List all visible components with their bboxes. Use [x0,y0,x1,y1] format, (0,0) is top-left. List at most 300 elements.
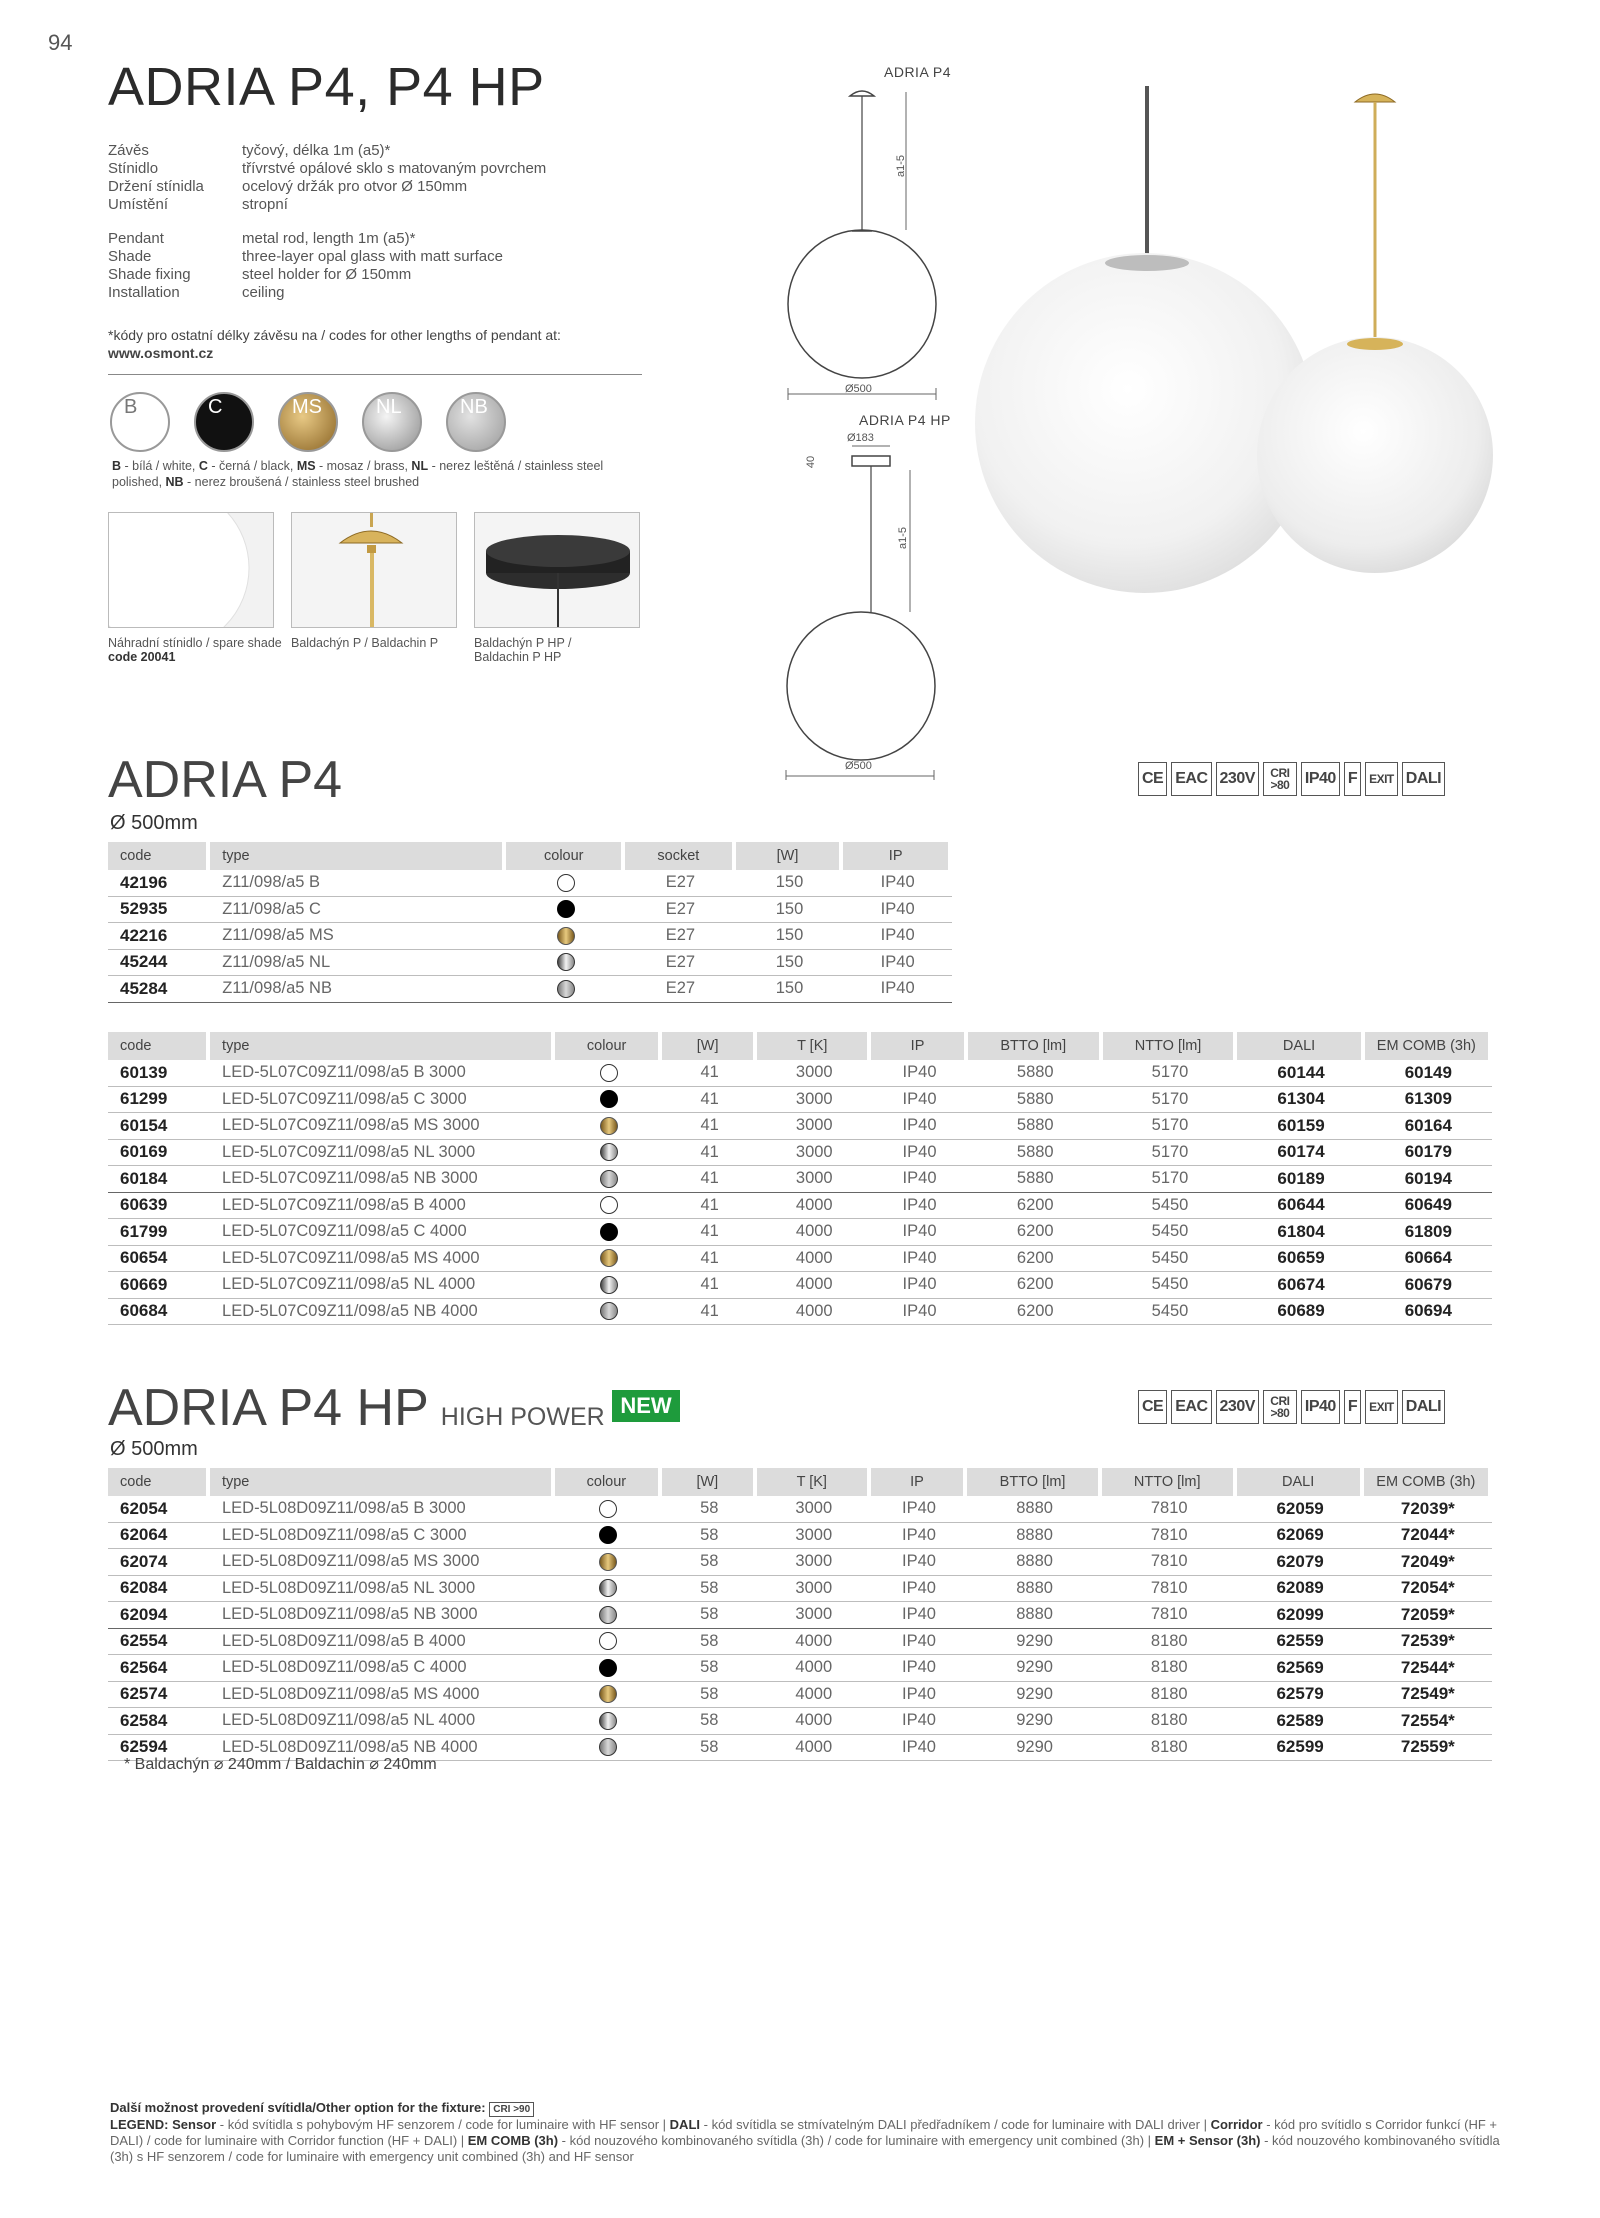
cell-ntto: 8180 [1102,1655,1237,1682]
cell-btto: 5880 [968,1087,1103,1114]
cell-btto: 9290 [967,1682,1102,1709]
cell-btto: 6200 [968,1272,1103,1299]
cell-type: Z11/098/a5 NL [210,950,506,977]
cell-t: 4000 [757,1682,871,1709]
cell-socket: E27 [625,923,736,950]
legend-term: EM + Sensor (3h) [1154,2133,1261,2148]
dali-icon: DALI [1402,1390,1445,1424]
colour-swatches [110,392,506,452]
cell-type: LED-5L08D09Z11/098/a5 B 4000 [210,1629,555,1656]
cell-type: LED-5L07C09Z11/098/a5 MS 4000 [210,1246,555,1273]
table-row [108,1060,1492,1087]
cell-t: 3000 [757,1113,871,1140]
cell-socket: E27 [625,897,736,924]
cell-em: 72044* [1364,1523,1492,1550]
spec-value: třívrstvé opálové sklo s matovaným povrchem [242,160,547,177]
cell-code: 61299 [108,1087,210,1114]
cell-dali: 62079 [1237,1549,1364,1576]
page-number: 94 [48,30,73,55]
cell-socket: E27 [625,976,736,1003]
spec-value: ceiling [242,284,285,301]
cell-type: Z11/098/a5 MS [210,923,506,950]
cell-code: 62554 [108,1629,210,1656]
cell-type: Z11/098/a5 C [210,897,506,924]
table-p4-sockets [108,842,952,1003]
dim-d500-p4: Ø500 [845,383,872,395]
legend-text: - mosaz / brass, [315,459,412,473]
cell-w: 41 [662,1299,757,1326]
cell-em: 60664 [1365,1246,1492,1273]
cell-em: 61309 [1365,1087,1492,1114]
cell-colour [555,1735,662,1762]
ip-icon: IP40 [1301,1390,1340,1424]
cell-dali: 62589 [1237,1708,1364,1735]
cell-ip: IP40 [871,1113,968,1140]
colour-dot-icon [599,1553,617,1571]
cell-dali: 61304 [1237,1087,1364,1114]
cell-w: 41 [662,1140,757,1167]
cell-ip: IP40 [871,1166,968,1193]
cell-dali: 62559 [1237,1629,1364,1656]
table-header-row [108,1032,1492,1060]
cell-em: 72049* [1364,1549,1492,1576]
column-header: type [210,1032,555,1060]
colour-dot-icon [600,1223,618,1241]
drawing-p4 [760,82,960,402]
cell-dali: 61804 [1237,1219,1364,1246]
cell-btto: 5880 [968,1166,1103,1193]
column-header: code [108,1032,210,1060]
cell-w: 41 [662,1246,757,1273]
cell-t: 3000 [757,1549,871,1576]
legend-text: - nerez leštěná / stainless steel polished, [112,459,604,489]
cell-code: 45284 [108,976,210,1003]
cell-t: 3000 [757,1087,871,1114]
cell-code: 62054 [108,1496,210,1523]
cell-colour [555,1193,662,1220]
cell-em: 61809 [1365,1219,1492,1246]
spec-value: stropní [242,196,288,213]
colour-dot-icon [600,1090,618,1108]
cell-colour [506,923,625,950]
cell-w: 41 [662,1193,757,1220]
cell-dali: 60174 [1237,1140,1364,1167]
cell-ip: IP40 [871,1523,968,1550]
cell-socket: E27 [625,870,736,897]
cell-ip: IP40 [871,1060,968,1087]
spec-key: Shade [108,248,152,265]
cell-colour [555,1682,662,1709]
spec-value: ocelový držák pro otvor Ø 150mm [242,178,468,195]
cell-ntto: 5450 [1103,1219,1238,1246]
cell-dali: 62599 [1237,1735,1364,1762]
cell-colour [555,1523,662,1550]
cell-colour [506,976,625,1003]
website-link[interactable]: www.osmont.cz [108,345,214,361]
legend-code: MS [296,459,316,473]
cell-colour [555,1087,662,1114]
colour-legend [112,458,652,490]
cell-w: 58 [662,1496,757,1523]
table-row [108,1219,1492,1246]
cell-ip: IP40 [871,1140,968,1167]
cell-btto: 8880 [967,1523,1102,1550]
cell-em: 60679 [1365,1272,1492,1299]
column-header: [W] [662,1468,757,1496]
cell-type: LED-5L08D09Z11/098/a5 C 3000 [210,1523,555,1550]
cell-t: 3000 [757,1602,871,1629]
cell-w: 58 [662,1629,757,1656]
cell-type: LED-5L07C09Z11/098/a5 B 3000 [210,1060,555,1087]
drawing-label-p4hp: ADRIA P4 HP [859,412,951,428]
cell-ntto: 5170 [1103,1166,1238,1193]
cell-type: LED-5L08D09Z11/098/a5 NL 3000 [210,1576,555,1603]
cell-type: LED-5L07C09Z11/098/a5 NL 3000 [210,1140,555,1167]
column-header: NTTO [lm] [1103,1032,1238,1060]
table-row [108,1523,1492,1550]
section-subtitle-p4hp: HIGH POWER [440,1403,605,1431]
f-mark-icon: F [1344,762,1361,796]
colour-dot-icon [557,927,575,945]
cell-dali: 62099 [1237,1602,1364,1629]
cell-dali: 60644 [1237,1193,1364,1220]
cell-dali: 60674 [1237,1272,1364,1299]
table-header-row [108,1468,1492,1496]
spec-list-cz [108,142,546,214]
product-photo [975,80,1500,600]
cell-em: 72054* [1364,1576,1492,1603]
legend-desc: - kód svítidla se stmívatelným DALI předřadníkem / code for luminaire with DALI driver | [700,2117,1211,2132]
cell-t: 4000 [757,1219,871,1246]
table-row [108,1602,1492,1629]
cell-ip: IP40 [871,1708,968,1735]
cell-btto: 9290 [967,1655,1102,1682]
cell-colour [555,1629,662,1656]
emergency-exit-icon: EXIT [1365,1390,1398,1424]
cell-colour [555,1272,662,1299]
cell-ntto: 5170 [1103,1113,1238,1140]
cell-btto: 6200 [968,1219,1103,1246]
dim-d500-p4hp: Ø500 [845,760,872,772]
cell-w: 150 [736,976,844,1003]
cell-ntto: 5450 [1103,1193,1238,1220]
cell-code: 42216 [108,923,210,950]
cell-code: 60169 [108,1140,210,1167]
cell-code: 62574 [108,1682,210,1709]
cell-btto: 9290 [967,1629,1102,1656]
cell-w: 58 [662,1576,757,1603]
eac-icon: EAC [1171,1390,1211,1424]
cell-ntto: 8180 [1102,1735,1237,1762]
cell-code: 45244 [108,950,210,977]
colour-dot-icon [599,1632,617,1650]
column-header: colour [506,842,625,870]
cell-ip: IP40 [871,1219,968,1246]
legend-code: NL [411,459,429,473]
cell-colour [555,1496,662,1523]
cell-colour [555,1166,662,1193]
cell-ntto: 5450 [1103,1299,1238,1326]
cell-ip: IP40 [843,976,952,1003]
cell-w: 58 [662,1655,757,1682]
caption-code: code 20041 [108,650,176,664]
cell-em: 72559* [1364,1735,1492,1762]
swatch-steel-polished: NL [362,392,422,452]
column-header: [W] [736,842,844,870]
eac-icon: EAC [1171,762,1211,796]
swatch-steel-brushed: NB [446,392,506,452]
cell-btto: 8880 [967,1549,1102,1576]
cell-btto: 9290 [967,1708,1102,1735]
colour-dot-icon [600,1117,618,1135]
swatch-brass: MS [278,392,338,452]
cell-ip: IP40 [871,1629,968,1656]
legend-code: C [198,459,208,473]
column-header: NTTO [lm] [1102,1468,1237,1496]
cell-colour [555,1602,662,1629]
column-header: EM COMB (3h) [1365,1032,1492,1060]
colour-dot-icon [599,1712,617,1730]
drawing-label-p4: ADRIA P4 [884,64,952,80]
column-header: code [108,842,210,870]
cell-ip: IP40 [843,870,952,897]
cell-code: 60139 [108,1060,210,1087]
table-row [108,1113,1492,1140]
table-p4hp-led [108,1468,1492,1761]
cell-btto: 6200 [968,1193,1103,1220]
baldachin-p-image [291,512,457,628]
cell-colour [555,1549,662,1576]
section-title-p4: ADRIA P4 [108,751,343,809]
legend-code: B [112,459,122,473]
column-header: socket [625,842,736,870]
cell-code: 62564 [108,1655,210,1682]
voltage-icon: 230V [1216,762,1259,796]
cell-code: 62074 [108,1549,210,1576]
ce-icon: CE [1138,1390,1167,1424]
f-mark-icon: F [1344,1390,1361,1424]
legend-code: NB [165,475,184,489]
cell-em: 60164 [1365,1113,1492,1140]
legend-text: - černá / black, [207,459,297,473]
spec-key: Držení stínidla [108,178,204,195]
cell-code: 60154 [108,1113,210,1140]
spec-key: Shade fixing [108,266,191,283]
cell-ntto: 5450 [1103,1272,1238,1299]
column-header: colour [555,1468,662,1496]
legend-desc: - kód nouzového kombinovaného svítidla (3h) / code for luminaire with emergency unit combined (3h) | [558,2133,1155,2148]
footnote: * Baldachýn ⌀ 240mm / Baldachin ⌀ 240mm [124,1756,437,1773]
table-row [108,897,952,924]
cell-code: 61799 [108,1219,210,1246]
cell-ip: IP40 [871,1087,968,1114]
table-row [108,923,952,950]
table-row [108,1655,1492,1682]
cell-type: LED-5L07C09Z11/098/a5 C 4000 [210,1219,555,1246]
spec-row [108,266,546,284]
cell-code: 60184 [108,1166,210,1193]
cell-type: LED-5L07C09Z11/098/a5 C 3000 [210,1087,555,1114]
cell-ntto: 5170 [1103,1087,1238,1114]
section-header-p4hp [108,1378,605,1438]
table-row [108,950,952,977]
cert-icons-p4hp [1138,1390,1445,1424]
table-row [108,1140,1492,1167]
colour-dot-icon [557,953,575,971]
cell-w: 41 [662,1219,757,1246]
spec-value: three-layer opal glass with matt surface [242,248,503,265]
cell-dali: 62569 [1237,1655,1364,1682]
cell-btto: 6200 [968,1299,1103,1326]
cell-btto: 8880 [967,1576,1102,1603]
cri-icon: CRI >80 [1263,762,1297,796]
dim-40: 40 [805,455,818,469]
cell-colour [555,1246,662,1273]
voltage-icon: 230V [1216,1390,1259,1424]
legend-text: - bílá / white, [121,459,199,473]
legend-term: LEGEND: Sensor [110,2117,217,2132]
cell-t: 3000 [757,1496,871,1523]
cell-em: 60649 [1365,1193,1492,1220]
cell-w: 150 [736,950,844,977]
cell-em: 72539* [1364,1629,1492,1656]
column-header: type [210,1468,555,1496]
column-header: colour [555,1032,662,1060]
spec-row [108,160,546,178]
spec-key: Umístění [108,196,169,213]
cell-t: 4000 [757,1735,871,1762]
cell-ip: IP40 [843,897,952,924]
spare-shade-caption [108,636,288,664]
colour-dot-icon [599,1738,617,1756]
cell-w: 41 [662,1272,757,1299]
cell-t: 3000 [757,1576,871,1603]
cell-w: 58 [662,1682,757,1709]
colour-dot-icon [557,900,575,918]
baldachin-p-hp-image [474,512,640,628]
cri90-icon: CRI >90 [489,2102,534,2117]
dim-a15-p4: a1-5 [895,154,908,178]
column-header: [W] [662,1032,757,1060]
column-header: IP [871,1032,968,1060]
pendant-note [108,326,648,362]
swatch-white: B [110,392,170,452]
section-diameter-p4hp: Ø 500mm [110,1438,198,1460]
cell-type: LED-5L07C09Z11/098/a5 B 4000 [210,1193,555,1220]
cell-type: LED-5L08D09Z11/098/a5 MS 4000 [210,1682,555,1709]
cell-code: 60639 [108,1193,210,1220]
spec-key: Závěs [108,142,149,159]
cell-code: 62084 [108,1576,210,1603]
spec-key: Pendant [108,230,164,247]
table-p4-led [108,1032,1492,1325]
dali-icon: DALI [1402,762,1445,796]
table-row [108,1708,1492,1735]
colour-dot-icon [599,1606,617,1624]
section-diameter-p4: Ø 500mm [110,812,198,834]
cell-ntto: 5450 [1103,1246,1238,1273]
spec-list-en [108,230,546,302]
spec-row [108,142,546,160]
dim-d183: Ø183 [847,432,874,444]
legend-term: DALI [669,2117,701,2132]
cell-btto: 6200 [968,1246,1103,1273]
ce-icon: CE [1138,762,1167,796]
spare-shade-image [108,512,274,628]
new-badge: NEW [612,1390,680,1422]
cell-type: LED-5L07C09Z11/098/a5 MS 3000 [210,1113,555,1140]
cell-t: 4000 [757,1708,871,1735]
legend-desc: - kód nouzového kombinovaného svítidla (3h) s HF senzorem / code for luminaire with emergency unit combined (3h) and HF sensor [110,2133,1500,2164]
cell-ip: IP40 [843,923,952,950]
colour-dot-icon [599,1685,617,1703]
colour-dot-icon [599,1579,617,1597]
cell-t: 4000 [757,1655,871,1682]
cell-ntto: 7810 [1102,1549,1237,1576]
colour-dot-icon [557,980,575,998]
cell-code: 42196 [108,870,210,897]
cell-em: 72039* [1364,1496,1492,1523]
cell-em: 72544* [1364,1655,1492,1682]
cell-dali: 60189 [1237,1166,1364,1193]
column-header: DALI [1237,1468,1364,1496]
cell-t: 4000 [757,1193,871,1220]
cell-dali: 60144 [1237,1060,1364,1087]
cell-colour [506,870,625,897]
cell-t: 3000 [757,1140,871,1167]
colour-dot-icon [600,1196,618,1214]
cell-btto: 5880 [968,1060,1103,1087]
colour-dot-icon [600,1170,618,1188]
column-header: type [210,842,506,870]
cell-t: 4000 [757,1629,871,1656]
cell-colour [555,1113,662,1140]
colour-dot-icon [557,874,575,892]
cell-ip: IP40 [871,1655,968,1682]
table-row [108,976,952,1003]
table-row [108,870,952,897]
cell-em: 72549* [1364,1682,1492,1709]
cell-t: 3000 [757,1523,871,1550]
ip-icon: IP40 [1301,762,1340,796]
table-row [108,1166,1492,1193]
cell-code: 62094 [108,1602,210,1629]
column-header: code [108,1468,210,1496]
colour-dot-icon [600,1249,618,1267]
table-row [108,1629,1492,1656]
cell-colour [555,1576,662,1603]
cell-colour [555,1140,662,1167]
cell-em: 60194 [1365,1166,1492,1193]
cell-colour [506,950,625,977]
cell-t: 4000 [757,1246,871,1273]
emergency-exit-icon: EXIT [1365,762,1398,796]
cell-type: LED-5L07C09Z11/098/a5 NL 4000 [210,1272,555,1299]
cell-ip: IP40 [871,1193,968,1220]
cell-em: 60179 [1365,1140,1492,1167]
spec-row [108,178,546,196]
table-header-row [108,842,952,870]
cell-btto: 5880 [968,1140,1103,1167]
cell-w: 58 [662,1549,757,1576]
colour-dot-icon [599,1659,617,1677]
cell-ip: IP40 [871,1602,968,1629]
cell-type: Z11/098/a5 NB [210,976,506,1003]
cell-colour [555,1655,662,1682]
legend-text: - nerez broušená / stainless steel brushed [183,475,420,489]
table-row [108,1246,1492,1273]
cell-ip: IP40 [871,1246,968,1273]
